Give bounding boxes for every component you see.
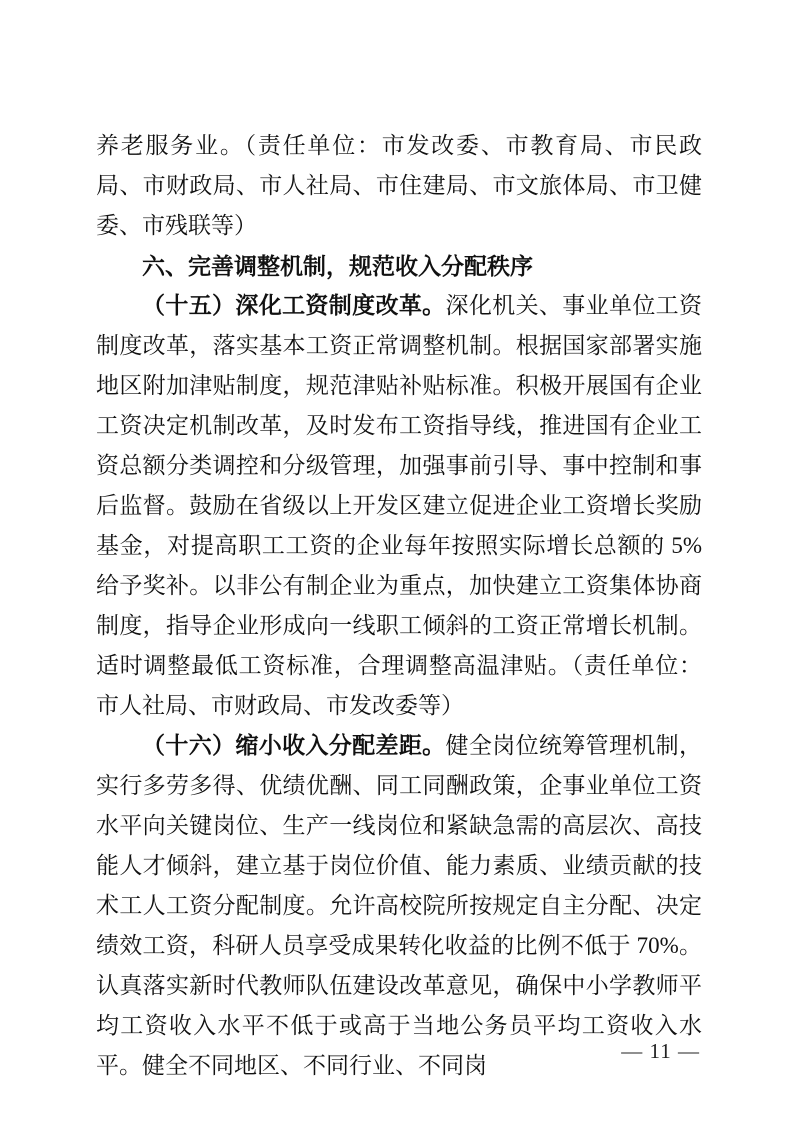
paragraph-15-text: 深化机关、事业单位工资制度改革，落实基本工资正常调整机制。根据国家部署实施地区附加津贴制度，规范津贴补贴标准。积极开展国有企业工资决定机制改革，及时发布工资指导线，推进国有企业工资总额分类调控和分级管理，加强事前引导、事中控制和事后监督。鼓励在省级以上开发区建立促进企业工资增长奖励基金，对提高职工工资的企业每年按照实际增长总额的 5%给予奖补。以非公有制企业为重点，加快建立工资集体协商制度，指导企业形成向一线职工倾斜的工资正常增长机制。适时调整最低工资标准，合理调整高温津贴。（责任单位：市人社局、市财政局、市发改委等） [96,293,703,718]
section-heading: 六、完善调整机制，规范收入分配秩序 [142,253,533,279]
page-number: — 11 — [621,1039,700,1063]
paragraph-15 [96,286,702,726]
paragraph-continuation: 养老服务业。（责任单位：市发改委、市教育局、市民政局、市财政局、市人社局、市住建局、市文旅体局、市卫健委、市残联等） [96,133,702,238]
document-body [96,126,702,1086]
paragraph-16-lead: （十六）缩小收入分配差距。 [142,733,446,758]
paragraph-16-text: 健全岗位统筹管理机制，实行多劳多得、优绩优酬、同工同酬政策，企事业单位工资水平向关键岗位、生产一线岗位和紧缺急需的高层次、高技能人才倾斜，建立基于岗位价值、能力素质、业绩贡献的技术工人工资分配制度。允许高校院所按规定自主分配、决定绩效工资，科研人员享受成果转化收益的比例不低于 70%。认真落实新时代教师队伍建设改革意见，确保中小学教师平均工资收入水平不低于或高于当地公务员平均工资收入水平。健全不同地区、不同行业、不同岗 [96,733,703,1078]
paragraph-15-lead: （十五）深化工资制度改革。 [142,293,446,318]
paragraph-16 [96,726,702,1086]
